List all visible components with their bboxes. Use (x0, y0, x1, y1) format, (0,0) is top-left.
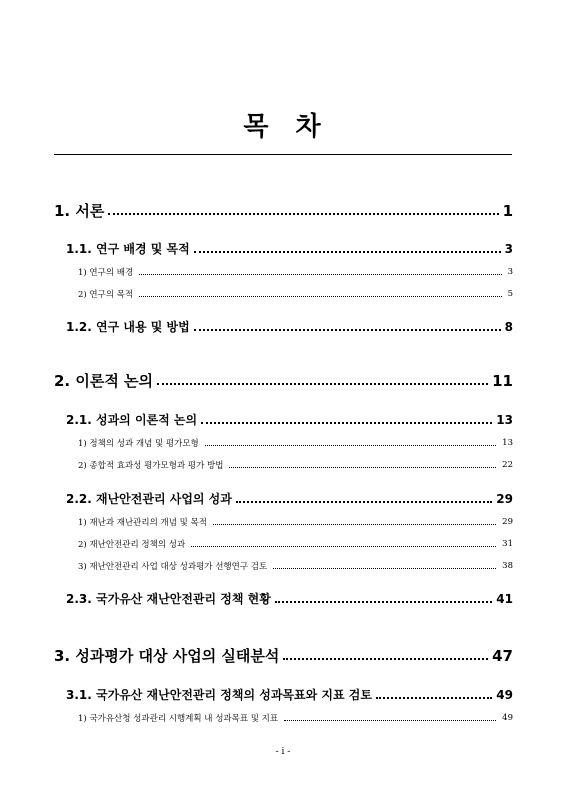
toc-page-number: 31 (502, 539, 513, 549)
toc-page-number: 1 (502, 201, 513, 220)
dot-leader (201, 422, 492, 424)
toc-label: 2) 연구의 목적 (78, 290, 134, 300)
toc-entry-subsection[interactable] (78, 288, 513, 300)
toc-entry-section-1-2[interactable] (66, 318, 513, 335)
toc-entry-section-3-1[interactable] (66, 686, 513, 703)
dot-leader (275, 601, 492, 603)
toc-entry-section-2-3[interactable] (66, 590, 513, 607)
dot-leader (108, 213, 498, 215)
toc-entry-chapter-2[interactable] (54, 370, 513, 391)
page-number-footer: - i - (275, 747, 291, 757)
toc-label: 1) 재난과 재난관리의 개념 및 목적 (78, 518, 207, 528)
dot-leader (273, 568, 496, 569)
toc-label: 3. 성과평가 대상 사업의 실태분석 (54, 647, 280, 665)
toc-entry-subsection[interactable] (78, 538, 513, 550)
toc-entry-chapter-3[interactable] (54, 645, 513, 666)
dot-leader (284, 720, 496, 721)
toc-page-number: 3 (507, 267, 513, 277)
dot-leader (139, 296, 501, 297)
dot-leader (213, 524, 496, 525)
dot-leader (194, 251, 501, 253)
dot-leader (191, 546, 496, 547)
toc-page-number: 47 (492, 646, 513, 665)
toc-label: 1) 연구의 배경 (78, 268, 134, 278)
toc-entry-section-2-1[interactable] (66, 411, 513, 428)
toc-label: 3.1. 국가유산 재난안전관리 정책의 성과목표와 지표 검토 (66, 688, 372, 702)
toc-page-number: 38 (502, 561, 513, 571)
dot-leader (376, 697, 492, 699)
toc-page-number: 49 (496, 687, 513, 702)
toc-label: 1.2. 연구 내용 및 방법 (66, 320, 190, 334)
toc-label: 1. 서론 (54, 202, 105, 220)
toc-label: 2. 이론적 논의 (54, 372, 154, 390)
toc-label: 1) 정책의 성과 개념 및 평가모형 (78, 439, 199, 449)
toc-page-number: 13 (496, 412, 513, 427)
toc-page-number: 29 (496, 491, 513, 506)
dot-leader (229, 467, 496, 468)
toc-page-number: 13 (502, 438, 513, 448)
dot-leader (283, 658, 488, 660)
page-title: 목 차 (243, 112, 323, 142)
dot-leader (236, 501, 492, 503)
dot-leader (139, 274, 501, 275)
toc-entry-subsection[interactable] (78, 560, 513, 572)
toc-label: 2) 종합적 효과성 평가모형과 평가 방법 (78, 461, 224, 471)
toc-entry-subsection[interactable] (78, 516, 513, 528)
toc-entry-section-2-2[interactable] (66, 490, 513, 507)
toc-entry-subsection[interactable] (78, 712, 513, 724)
toc-entry-section-1-1[interactable] (66, 240, 513, 257)
toc-page-number: 22 (502, 460, 513, 470)
toc-label: 3) 재난안전관리 사업 대상 성과평가 선행연구 검토 (78, 562, 268, 572)
toc-entry-chapter-1[interactable] (54, 200, 513, 221)
toc-label: 2) 재난안전관리 정책의 성과 (78, 540, 186, 550)
title-divider (54, 154, 512, 155)
toc-entry-subsection[interactable] (78, 266, 513, 278)
toc-page-number: 11 (492, 371, 513, 390)
toc-entry-subsection[interactable] (78, 459, 513, 471)
toc-page-number: 5 (507, 289, 513, 299)
toc-page-number: 29 (502, 517, 513, 527)
toc-page-number: 41 (496, 591, 513, 606)
toc-page-number: 49 (502, 713, 513, 723)
toc-label: 1) 국가유산청 성과관리 시행계획 내 성과목표 및 지표 (78, 714, 279, 724)
dot-leader (157, 383, 488, 385)
toc-label: 1.1. 연구 배경 및 목적 (66, 242, 190, 256)
dot-leader (194, 329, 501, 331)
toc-label: 2.2. 재난안전관리 사업의 성과 (66, 492, 232, 506)
toc-entry-subsection[interactable] (78, 437, 513, 449)
toc-page-number: 3 (504, 241, 513, 256)
dot-leader (205, 445, 496, 446)
toc-label: 2.1. 성과의 이론적 논의 (66, 413, 198, 427)
toc-page-number: 8 (504, 319, 513, 334)
toc-label: 2.3. 국가유산 재난안전관리 정책 현황 (66, 592, 271, 606)
